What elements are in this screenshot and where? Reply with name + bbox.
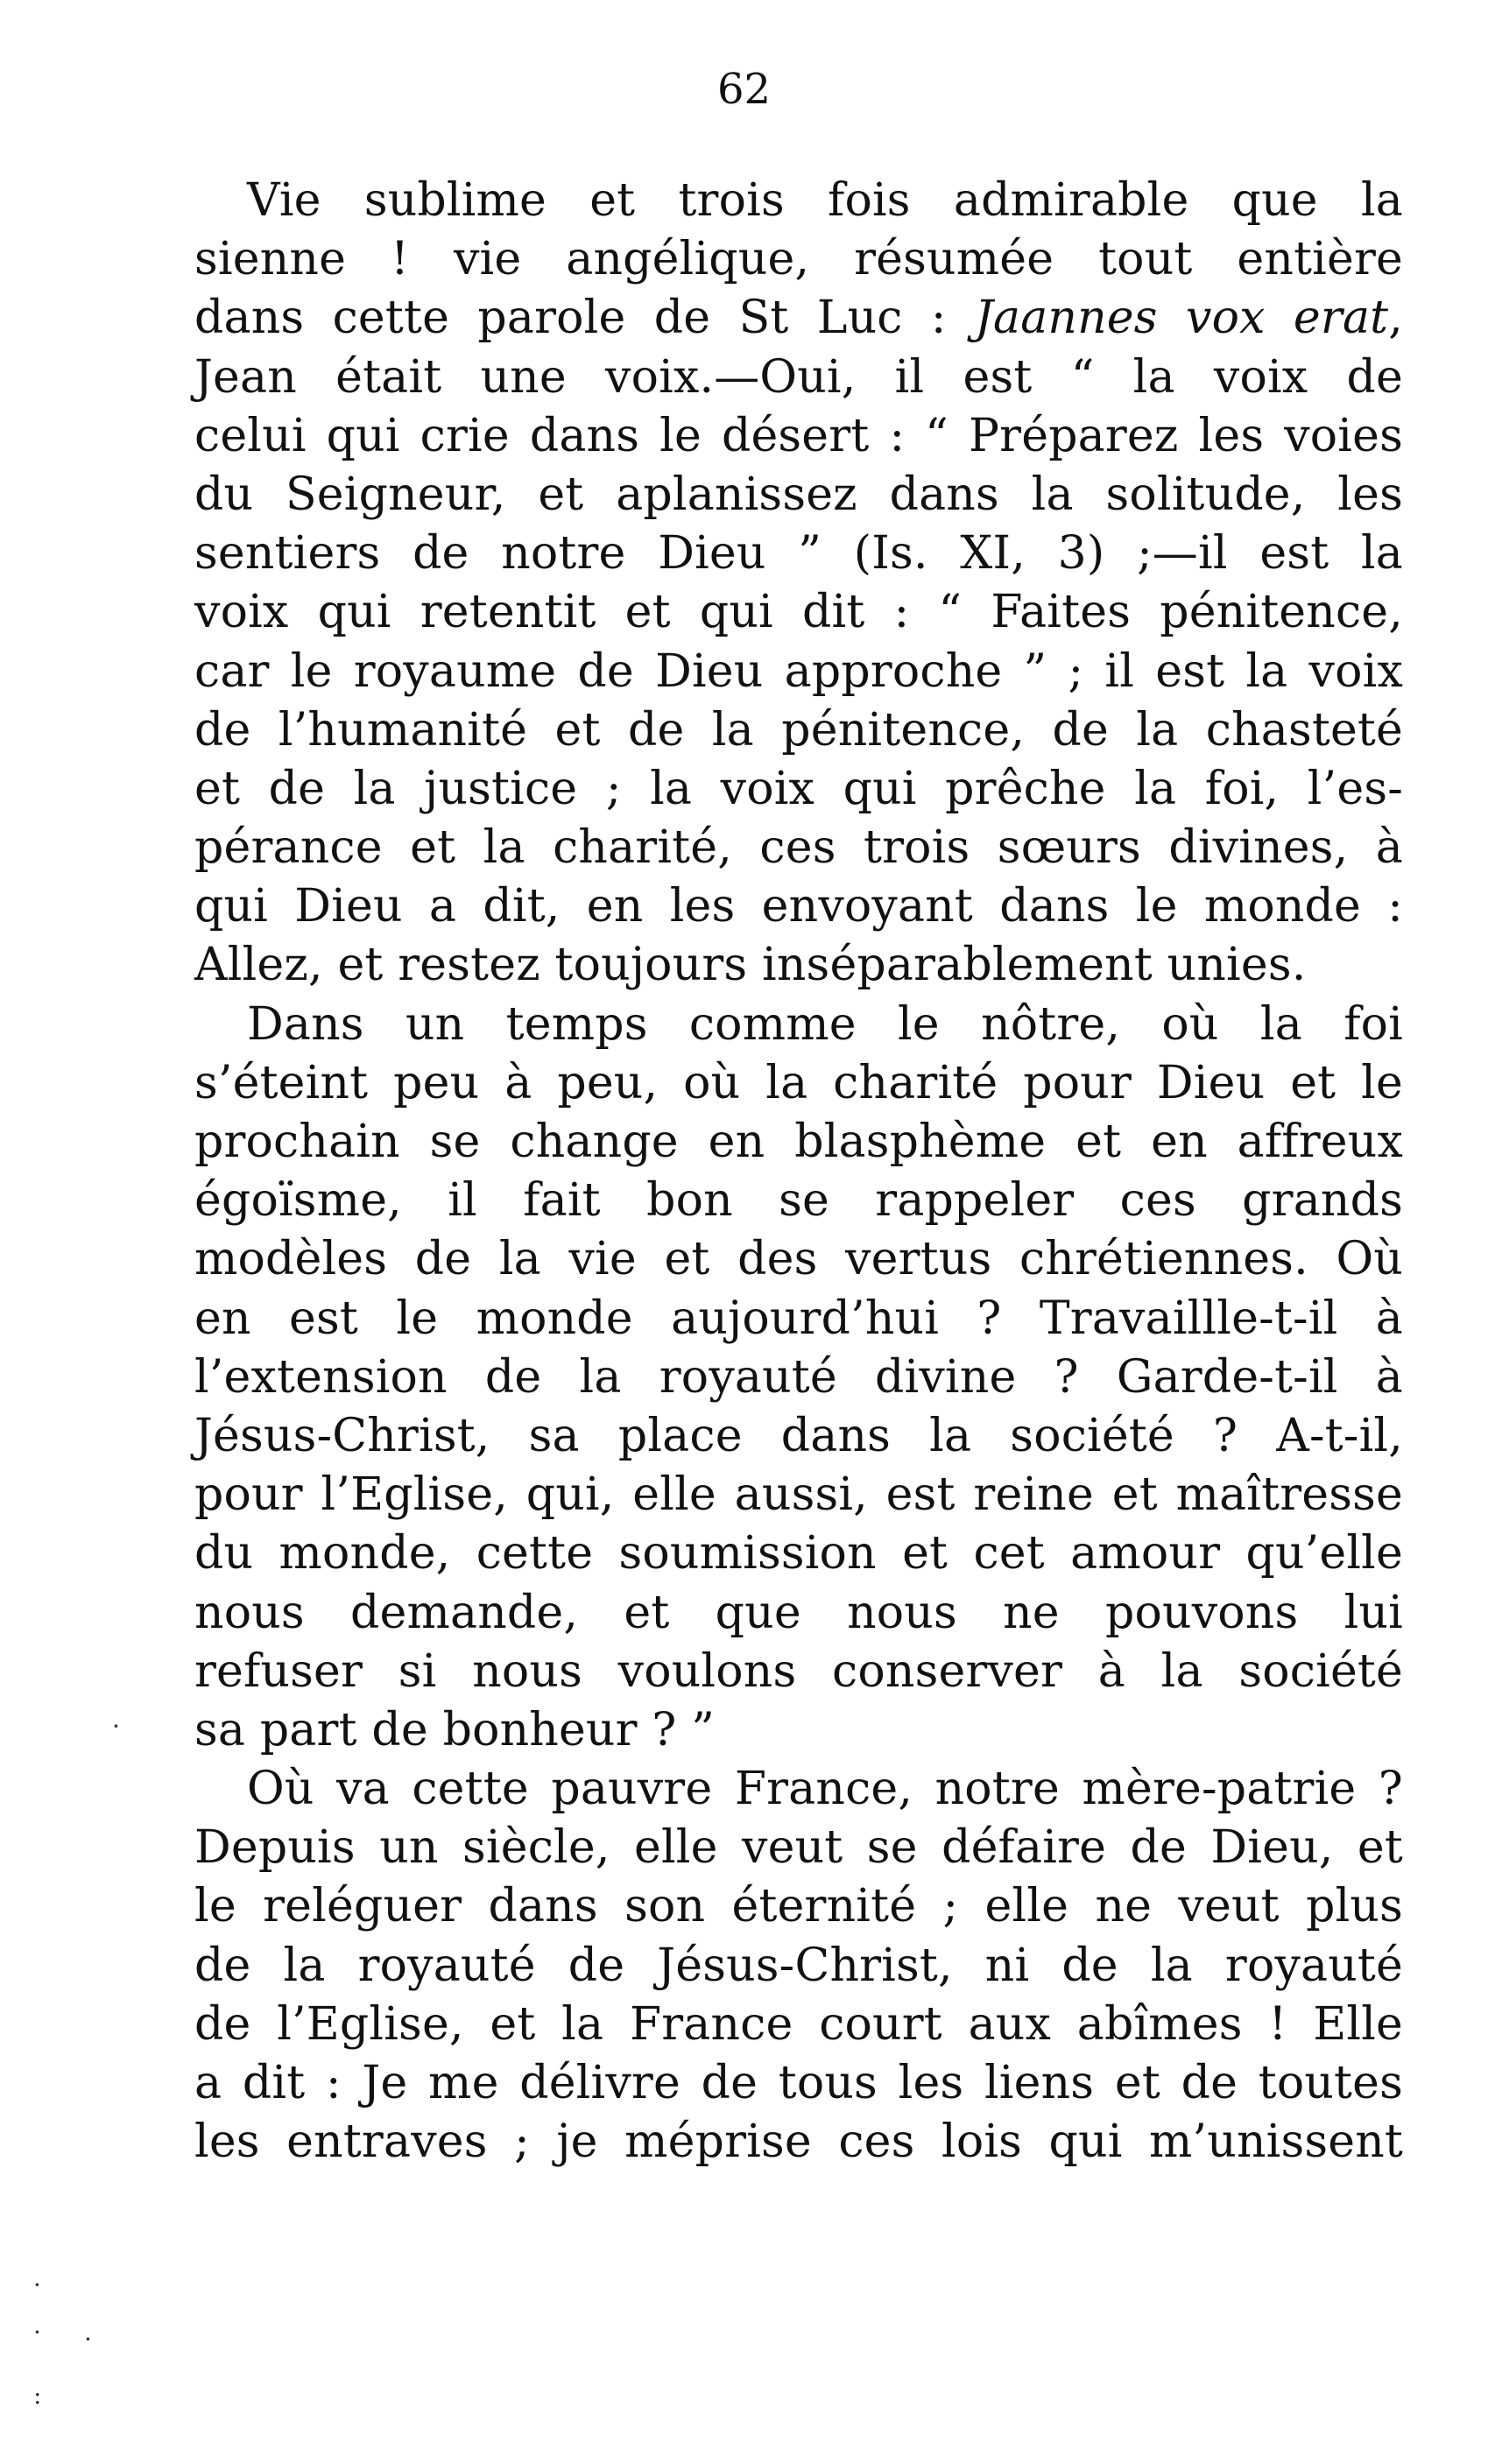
page-number: 62 [716,65,772,114]
text-line: du Seigneur, et aplanissez dans la solitude, les [194,468,1403,521]
text-line: Jean était une voix.—Oui, il est “ la voix de [194,350,1403,404]
text-line: refuser si nous voulons conserver à la société [194,1644,1403,1698]
text-line: modèles de la vie et des vertus chrétiennes. Où [194,1233,1403,1286]
text-line: s’éteint peu à peu, où la charité pour Dieu et le [194,1056,1403,1109]
text-line: car le royaume de Dieu approche ” ; il est la voix [194,644,1403,698]
text-line: pour l’Eglise, qui, elle aussi, est reine et maîtresse [194,1468,1403,1522]
text-line: Jésus-Christ, sa place dans la société ? A-t-il, [194,1409,1403,1462]
text-line: du monde, cette soumission et cet amour qu’elle [194,1527,1403,1580]
text-line: les entraves ; je méprise ces lois qui m’unissent [194,2116,1403,2169]
text-line: qui Dieu a dit, en les envoyant dans le monde : [194,880,1403,933]
text-line: en est le monde aujourd’hui ? Travaillle-t-il à [194,1292,1403,1345]
stray-dot-mark: · [84,2325,92,2354]
stray-dot-mark: · [33,2270,41,2299]
text-line: Allez, et restez toujours inséparablement unies. [194,939,1307,992]
text-line: de la royauté de Jésus-Christ, ni de la royauté [194,1939,1403,1992]
text-line: sienne ! vie angélique, résumée tout entière [194,233,1403,286]
stray-dot-mark: · [112,1712,120,1741]
text-line: Vie sublime et trois fois admirable que la [247,174,1403,227]
text-line: celui qui crie dans le désert : “ Préparez les voies [194,409,1403,462]
text-line: a dit : Je me délivre de tous les liens et de toutes [194,2057,1403,2109]
text-line: et de la justice ; la voix qui prêche la foi, l’es- [194,762,1403,815]
text-line: Depuis un siècle, elle veut se défaire de Dieu, et [194,1821,1403,1875]
stray-dot-mark: · [33,2318,41,2347]
text-line: le reléguer dans son éternité ; elle ne veut plus [194,1880,1403,1933]
text-line: de l’humanité et de la pénitence, de la chasteté [194,703,1403,757]
text-line: sentiers de notre Dieu ” (Is. XI, 3) ;—il est la [194,527,1403,581]
text-line: Dans un temps comme le nôtre, où la foi [247,997,1403,1051]
stray-dot-mark: : [33,2381,42,2410]
text-line: l’extension de la royauté divine ? Garde-t-il à [194,1350,1403,1404]
text-line: voix qui retentit et qui dit : “ Faites pénitence, [194,586,1403,639]
text-line: dans cette parole de St Luc : Jaannes vox erat, [194,292,1403,345]
latin-quote: Jaannes vox erat [974,292,1389,345]
text-line: prochain se change en blasphème et en affreux [194,1116,1403,1168]
text-line: pérance et la charité, ces trois sœurs divines, à [194,821,1403,875]
text-line: de l’Eglise, et la France court aux abîmes ! Elle [194,1997,1403,2051]
text-line: Où va cette pauvre France, notre mère-patrie ? [247,1763,1403,1816]
text-line: nous demande, et que nous ne pouvons lui [194,1586,1403,1639]
text-line: sa part de bonheur ? ” [194,1703,715,1756]
text-line: égoïsme, il fait bon se rappeler ces grands [194,1174,1403,1228]
body-text [194,172,1403,2172]
